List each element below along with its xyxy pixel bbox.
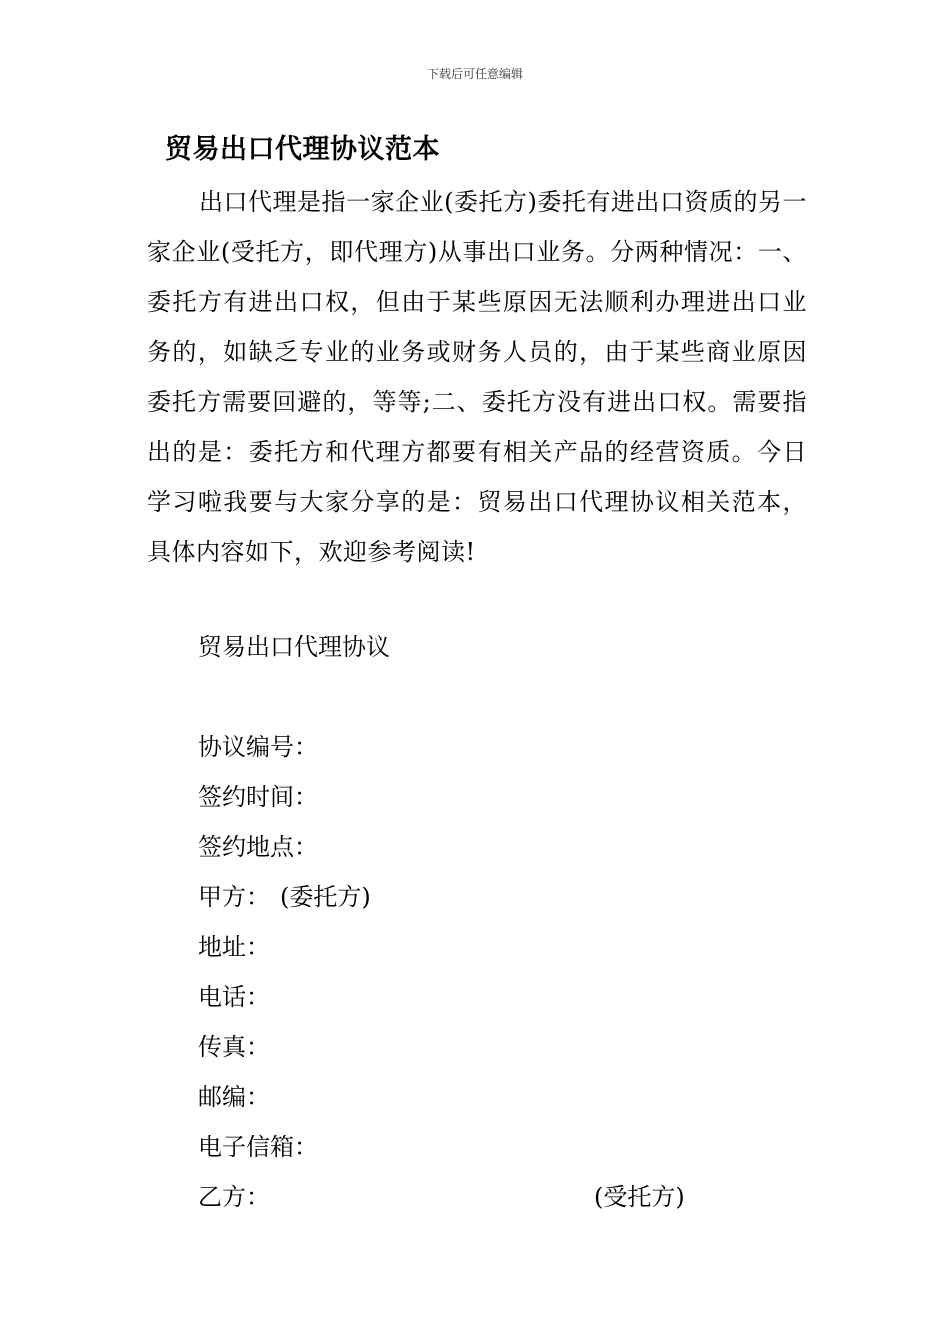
- agreement-title: 贸易出口代理协议: [198, 633, 390, 661]
- field-phone: [198, 973, 718, 1023]
- field-signing-place: [198, 823, 718, 873]
- page-header-note: 下载后可任意编辑: [426, 67, 523, 81]
- field-note: (委托方): [280, 883, 371, 911]
- field-party-b: [198, 1173, 718, 1223]
- field-note: (受托方): [594, 1183, 685, 1211]
- document-title: 贸易出口代理协议范本: [165, 134, 440, 165]
- field-party-a: [198, 873, 718, 923]
- field-signing-date: [198, 773, 718, 823]
- field-label: 乙方：: [198, 1183, 270, 1211]
- field-label: 协议编号：: [198, 733, 318, 761]
- field-postcode: [198, 1073, 718, 1123]
- field-fax: [198, 1023, 718, 1073]
- field-label: 邮编：: [198, 1083, 270, 1111]
- intro-paragraph: 出口代理是指一家企业(委托方)委托有进出口资质的另一家企业(受托方，即代理方)从事出口业务。分两种情况：一、委托方有进出口权，但由于某些原因无法顺利办理进出口业务的，如缺乏专业的业务或财务人员的，由于某些商业原因委托方需要回避的，等等;二、委托方没有进出口权。需要指出的是：委托方和代理方都要有相关产品的经营资质。今日学习啦我要与大家分享的是：贸易出口代理协议相关范本，具体内容如下，欢迎参考阅读!: [147, 188, 807, 566]
- field-email: [198, 1123, 718, 1173]
- field-label: 电子信箱：: [198, 1133, 318, 1161]
- agreement-fields: [198, 723, 718, 1223]
- field-label: 甲方：: [198, 883, 270, 911]
- field-agreement-number: [198, 723, 718, 773]
- field-label: 签约时间：: [198, 783, 318, 811]
- field-label: 传真：: [198, 1033, 270, 1061]
- field-label: 地址：: [198, 933, 270, 961]
- field-label: 签约地点：: [198, 833, 318, 861]
- field-label: 电话：: [198, 983, 270, 1011]
- field-address: [198, 923, 718, 973]
